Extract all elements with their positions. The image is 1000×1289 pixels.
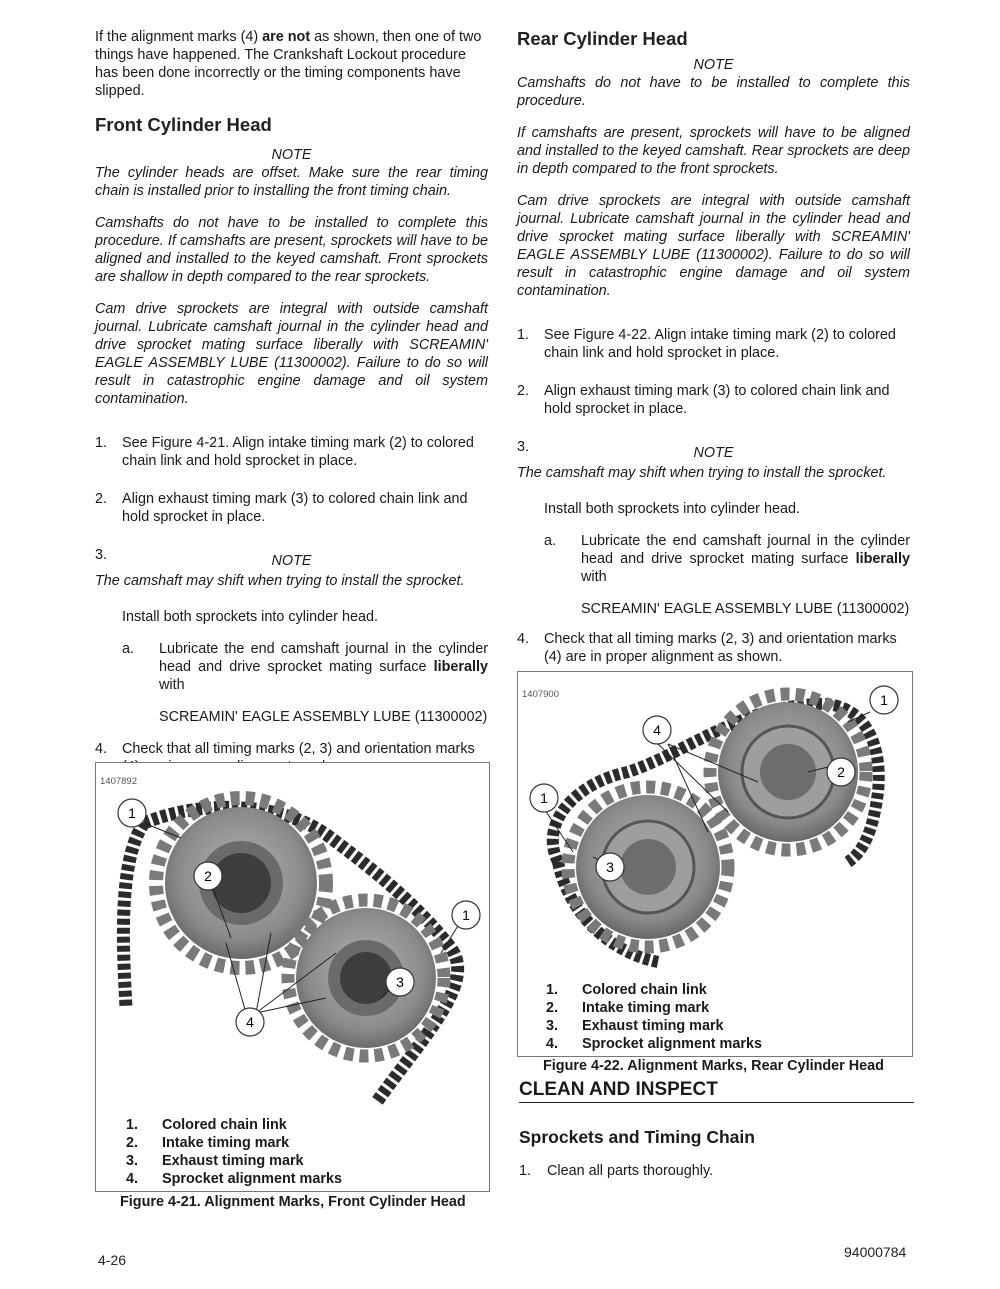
callout-1-chain-link-right [452,901,480,929]
note-camshafts: Camshafts do not have to be installed to complete this procedure. If camshafts are present, sprockets will have to be aligned and installed to the keyed camshaft. Front sprockets are shallow in depth compared to the rear sprockets. [95,215,488,285]
note-offset: The cylinder heads are offset. Make sure the rear timing chain is installed prior to installing the front timing chain. [95,165,488,199]
front-cylinder-head-heading: Front Cylinder Head [95,114,272,135]
svg-text:4: 4 [246,1014,254,1030]
figure-front-caption: Figure 4-21. Alignment Marks, Front Cylinder Head [120,1194,466,1210]
step-4: 4. Check that all timing marks (2, 3) and orientation marks (4) are in proper alignment as shown. [517,631,897,665]
note-sprockets: If camshafts are present, sprockets will have to be aligned and installed to the keyed camshaft. Rear sprockets are deep in depth compared to the front sprockets. [517,125,910,177]
clean-and-inspect-heading: CLEAN AND INSPECT [519,1078,914,1103]
figure-rear-caption: Figure 4-22. Alignment Marks, Rear Cylinder Head [543,1058,884,1074]
note-label: NOTE [271,147,312,163]
svg-text:1: 1 [540,790,548,806]
callout-3-exhaust-mark [386,968,414,996]
legend-item: 1. Colored chain link [546,982,707,998]
step-4: 4. Check that all timing marks (2, 3) and orientation marks [95,741,475,757]
note-lube: Cam drive sprockets are integral with outside camshaft journal. Lubricate camshaft journal in the cylinder head and drive sprocket mating surface liberally with SCREAMIN' EAGLE ASSEMBLY LUBE (11300002). Failure to do so will result in catastrophic engine damage and oil system contamination. [95,301,488,407]
svg-text:2: 2 [837,764,845,780]
callout-3-exhaust-mark [596,853,624,881]
step-3-header: 3. NOTE [95,547,312,569]
callout-2-intake-mark [194,862,222,890]
callout-1-chain-link-left [530,784,558,812]
sprockets-timing-chain-heading: Sprockets and Timing Chain [519,1127,755,1147]
legend-item: 2. Intake timing mark [126,1135,290,1151]
svg-text:2: 2 [204,868,212,884]
legend-item: 3. Exhaust timing mark [546,1018,724,1034]
svg-text:1: 1 [128,805,136,821]
page-number: 4-26 [98,1252,127,1268]
legend-item: 2. Intake timing mark [546,1000,710,1016]
step-1: 1. See Figure 4-22. Align intake timing mark (2) to colored chain link and hold sprocket in place. [517,327,896,361]
legend-item: 4. Sprocket alignment marks [546,1036,762,1052]
step-2: 2. Align exhaust timing mark (3) to colored chain link and hold sprocket in place. [95,491,468,525]
svg-text:4: 4 [653,722,661,738]
rear-cylinder-head-heading: Rear Cylinder Head [517,28,688,49]
note-label: NOTE [693,57,734,73]
step-2: 2. Align exhaust timing mark (3) to colored chain link and hold sprocket in place. [517,383,890,417]
step-3-note: The camshaft may shift when trying to install the sprocket. [95,573,465,589]
exhaust-sprocket [288,900,444,1056]
figure-front-cylinder-head [95,762,490,1192]
legend-item: 4. Sprocket alignment marks [126,1171,342,1187]
step-3-text: Install both sprockets into cylinder head. [544,501,800,517]
svg-text:3: 3 [606,859,614,875]
callout-4-alignment-marks [236,1008,264,1036]
figure-legend [546,981,762,1053]
lube-part: SCREAMIN' EAGLE ASSEMBLY LUBE (11300002) [581,601,910,617]
step-3-note: The camshaft may shift when trying to install the sprocket. [517,465,887,481]
rear-sprocket-illustration [518,682,912,982]
front-sprocket-illustration [96,783,489,1128]
note-lube: Cam drive sprockets are integral with outside camshaft journal. Lubricate camshaft journal in the cylinder head and drive sprocket mating surface liberally with SCREAMIN' EAGLE ASSEMBLY LUBE (11300002). Failure to do so will result in catastrophic engine damage and oil system contamination. [517,193,910,299]
figure-id: 1407900 [522,689,559,700]
lube-part: SCREAMIN' EAGLE ASSEMBLY LUBE (11300002) [159,709,488,725]
svg-text:1: 1 [880,692,888,708]
note-camshafts: Camshafts do not have to be installed to complete this procedure. [517,75,910,109]
step-3-header: 3. NOTE [517,439,734,461]
exhaust-sprocket [568,787,728,947]
step-1: 1. See Figure 4-21. Align intake timing mark (2) to colored chain link and hold sprocket in place. [95,435,474,469]
step-3-text: Install both sprockets into cylinder head. [122,609,378,625]
callout-1-chain-link [870,686,898,714]
document-number: 94000784 [844,1244,907,1260]
intro-paragraph: If the alignment marks (4) are not as shown, then one of two things have happened. The Crankshaft Lockout procedure has been done incorrectly or the timing components have slipped. [95,29,482,99]
callout-1-chain-link [118,799,146,827]
callout-4-alignment-marks [643,716,671,744]
figure-rear-cylinder-head [517,671,913,1057]
legend-item: 1. Colored chain link [126,1117,287,1133]
clean-step-1: 1. Clean all parts thoroughly. [519,1163,714,1179]
figure-legend [126,1116,342,1188]
legend-item: 3. Exhaust timing mark [126,1153,304,1169]
intake-sprocket [156,798,326,968]
figure-id: 1407892 [100,776,137,787]
left-column [95,28,488,796]
right-column [517,28,910,686]
step-3a: a. Lubricate the end camshaft journal in the cylinder head and drive sprocket mating surface liberally with [122,641,488,693]
svg-text:1: 1 [462,907,470,923]
svg-text:3: 3 [396,974,404,990]
step-3a: a. Lubricate the end camshaft journal in the cylinder head and drive sprocket mating surface liberally with [544,533,910,585]
callout-2-intake-mark [827,758,855,786]
